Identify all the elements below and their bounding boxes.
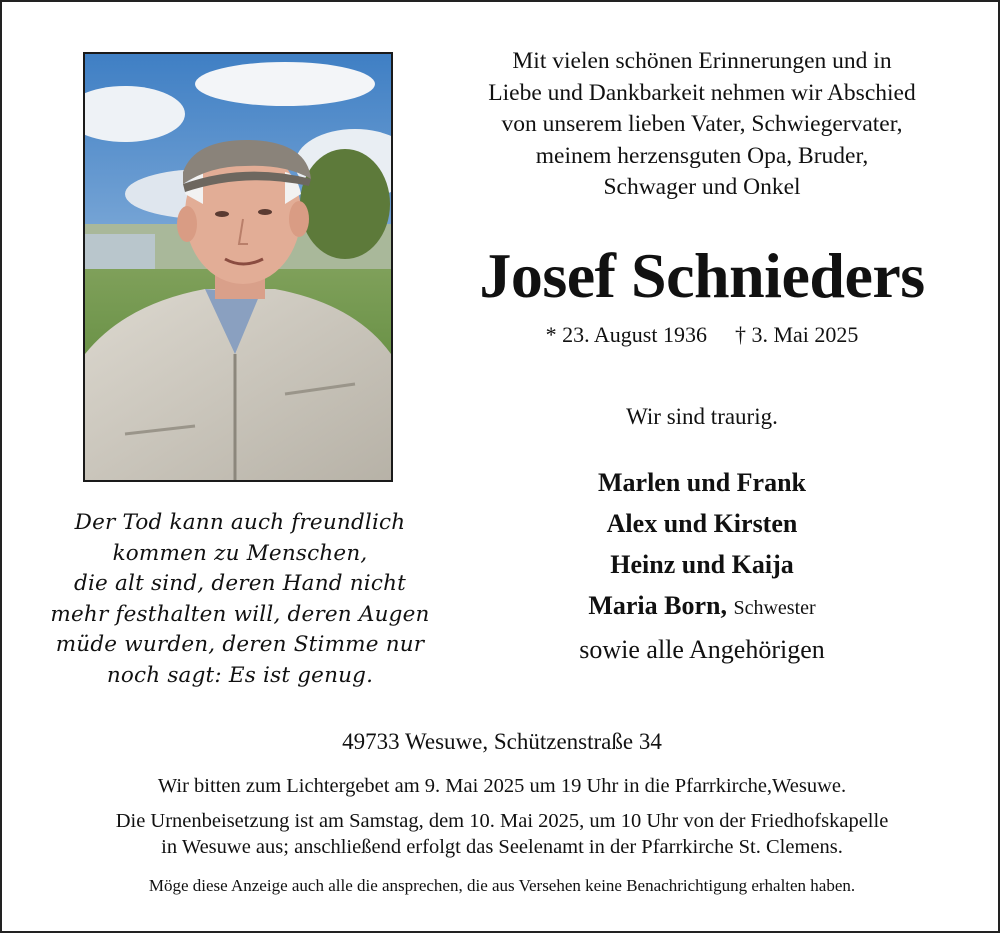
birth-date: * 23. August 1936 [545,322,707,347]
address: 49733 Wesuwe, Schützenstraße 34 [342,729,662,754]
intro-line: meinem herzensguten Opa, Bruder, [535,142,869,169]
family-entry: Marlen und Frank [597,468,807,497]
intro-line: Mit vielen schönen Erinnerungen und in [512,48,892,74]
notification-note: Möge diese Anzeige auch alle die ansprechen, die aus Versehen keine Benachrichtigung erhalten haben. [148,876,856,895]
intro-line: Liebe und Dankbarkeit nehmen wir Abschied [488,79,916,106]
poem-line: müde wurden, deren Stimme nur [55,632,425,657]
burial-line: Die Urnenbeisetzung ist am Samstag, dem 10. Mai 2025, um 10 Uhr von der Friedhofskapelle [115,810,889,832]
poem-line: kommen zu Menschen, [112,540,368,566]
poem-line: noch sagt: Es ist genug. [106,662,374,688]
death-date: † 3. Mai 2025 [734,322,859,347]
family-entry: Heinz und Kaija [610,550,794,579]
poem [20,508,460,691]
portrait-photo [83,52,393,482]
family-entry: Alex und Kirsten [606,509,798,538]
relatives-line: sowie alle Angehörigen [579,635,825,664]
burial-info [2,808,1000,860]
sibling-name: Maria Born, [588,591,727,620]
intro-line: Schwager und Onkel [603,174,801,200]
mourning-line: Wir sind traurig. [626,404,778,429]
life-dates [432,320,972,350]
poem-line: die alt sind, deren Hand nicht [74,571,406,596]
family-entry-sibling [432,585,972,629]
prayer-info: Wir bitten zum Lichtergebet am 9. Mai 2025 um 19 Uhr in die Pfarrkirche,Wesuwe. [157,775,847,797]
sibling-role: Schwester [733,597,816,619]
poem-line: Der Tod kann auch freundlich [74,510,406,535]
poem-line: mehr festhalten will, deren Augen [50,601,430,627]
family-list [432,462,972,670]
burial-line: in Wesuwe aus; anschließend erfolgt das Seelenamt in der Pfarrkirche St. Clemens. [161,836,843,858]
intro-text [432,46,972,204]
deceased-name: Josef Schnieders [479,240,925,311]
intro-line: von unserem lieben Vater, Schwiegervater, [501,111,903,137]
portrait-illustration [85,54,391,480]
